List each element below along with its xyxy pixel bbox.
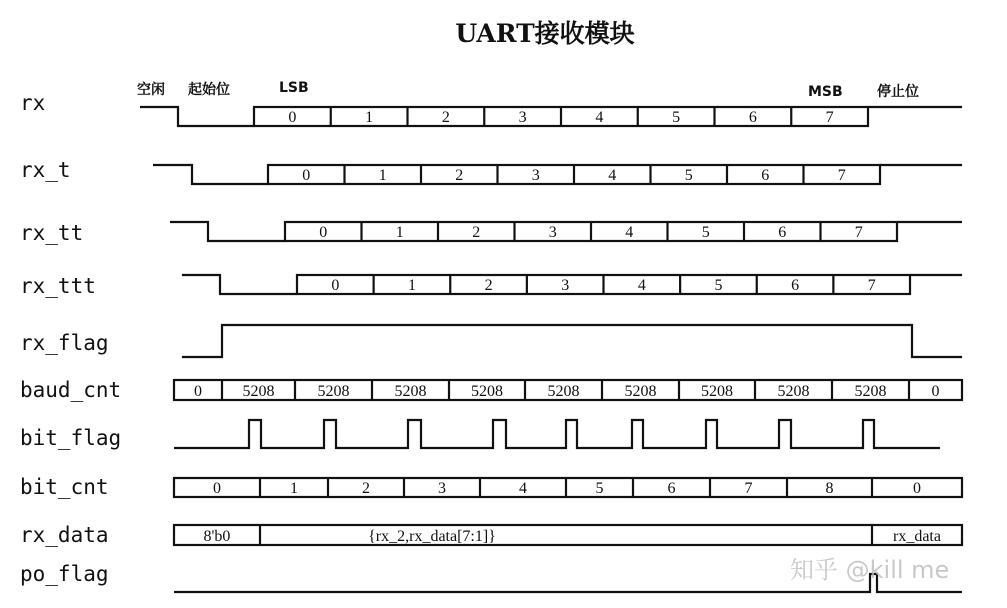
signal-label-rx: rx [20,91,46,115]
baud-cnt-value: 5208 [777,383,810,400]
rx-ttt-value: 6 [791,277,800,294]
rx-bus [254,107,868,126]
annotation-stop-bit: 停止位 [877,84,919,100]
signal-label-rx-ttt: rx_ttt [20,274,96,298]
rx-ttt-value: 3 [561,277,570,294]
baud-cnt-value: 5208 [242,383,275,400]
baud-cnt-value: 5208 [701,383,733,400]
baud-cnt-value: 5208 [624,383,657,400]
rx-flag-wave [182,325,962,357]
diagram-title: UART接收模块 [455,19,635,48]
bit-cnt-value: 0 [213,480,221,497]
rx-data-value: {rx_2,rx_data[7:1]} [368,528,496,545]
rx-value: 6 [748,109,757,126]
rx-ttt-value: 2 [484,277,493,294]
rx-tt-value: 3 [548,224,557,241]
baud-cnt-bus [174,380,962,400]
baud-cnt-value: 5208 [471,383,503,400]
rx-t-value: 3 [531,167,540,184]
rx-t-value: 6 [761,167,770,184]
rx-t-value: 0 [302,167,311,184]
rx-tt-value: 0 [319,224,328,241]
baud-cnt-value: 0 [194,383,202,400]
bit-cnt-value: 1 [290,480,298,497]
annotation-start-bit: 起始位 [188,82,230,98]
rx-value: 5 [672,109,681,126]
annotation-idle: 空闲 [137,82,165,98]
rx-t-value: 1 [378,167,387,184]
baud-cnt-value: 5208 [317,383,350,400]
baud-cnt-value: 0 [931,383,940,400]
annotation-lsb: LSB [279,80,309,96]
rx-ttt-wave [182,275,962,294]
rx-value: 7 [825,109,834,126]
rx-t-value: 5 [684,167,693,184]
bit-cnt-value: 8 [825,480,834,497]
bit-cnt-value: 2 [362,480,370,497]
rx-value: 2 [441,109,450,126]
bit-cnt-value: 4 [519,480,527,497]
rx-tt-value: 1 [395,224,404,241]
bit-cnt-value: 5 [595,480,604,497]
signal-label-rx-tt: rx_tt [20,221,84,245]
rx-tt-bus [285,222,897,241]
bit-cnt-bus [174,478,962,497]
rx-t-value: 7 [837,167,846,184]
signal-label-po-flag: po_flag [20,562,109,586]
rx-ttt-value: 1 [407,277,416,294]
rx-tt-value: 6 [778,224,787,241]
rx-ttt-value: 5 [714,277,723,294]
bit-cnt-value: 3 [438,480,446,497]
rx-data-outline [174,525,962,545]
rx-value: 3 [518,109,527,126]
baud-cnt-value: 5208 [547,383,580,400]
rx-data-bus [174,525,962,545]
rx-value: 1 [365,109,374,126]
rx-tt-value: 2 [472,224,481,241]
bit-cnt-value: 7 [744,480,753,497]
rx-data-value: 8'b0 [203,528,231,545]
baud-cnt-value: 5208 [854,383,887,400]
rx-ttt-value: 7 [867,277,876,294]
rx-ttt-value: 0 [331,277,340,294]
rx-value: 4 [595,109,604,126]
rx-t-bus [268,165,880,184]
bit-flag-wave [174,420,940,448]
signal-label-rx-data: rx_data [20,523,109,547]
rx-tt-value: 4 [625,224,634,241]
rx-wave [140,107,962,126]
signal-label-bit-cnt: bit_cnt [20,475,109,499]
watermark: 知乎 @kill me [790,556,950,584]
bit-cnt-value: 0 [913,480,921,497]
rx-ttt-value: 4 [637,277,646,294]
bit-cnt-value: 6 [667,480,676,497]
rx-tt-value: 7 [854,224,863,241]
signal-label-rx-t: rx_t [20,158,71,182]
rx-value: 0 [288,109,297,126]
rx-data-value: rx_data [893,528,941,545]
rx-t-value: 4 [608,167,617,184]
rx-ttt-bus [297,275,910,294]
signal-label-bit-flag: bit_flag [20,426,122,450]
rx-t-value: 2 [455,167,464,184]
baud-cnt-value: 5208 [394,383,427,400]
signal-label-rx-flag: rx_flag [20,331,109,355]
rx-tt-wave [170,222,962,241]
rx-tt-value: 5 [701,224,710,241]
annotation-msb: MSB [808,84,843,100]
signal-label-baud-cnt: baud_cnt [20,378,122,402]
